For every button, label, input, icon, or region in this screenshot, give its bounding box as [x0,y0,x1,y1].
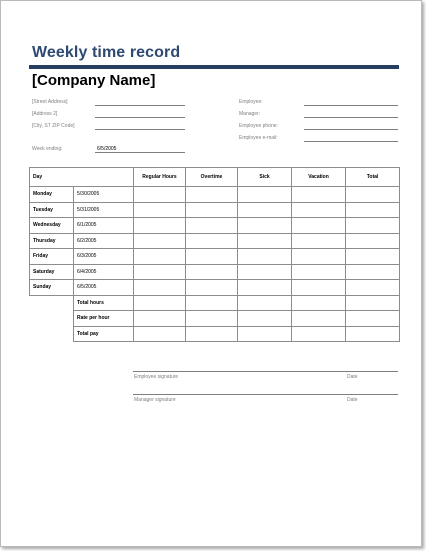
regular-hours-cell[interactable] [134,202,186,218]
day-cell: Sunday [30,280,74,296]
table-row [30,264,400,280]
time-record-table [29,167,400,342]
regular-hours-cell[interactable] [134,326,186,342]
total-pay-label: Total pay [74,326,134,342]
totals-row [30,326,400,342]
manager-signature-date-label: Date [347,397,358,403]
sick-cell[interactable] [238,249,292,265]
sick-cell[interactable] [238,280,292,296]
vacation-cell[interactable] [292,264,346,280]
total-cell[interactable] [346,233,400,249]
total-cell[interactable] [346,280,400,296]
overtime-cell[interactable] [186,249,238,265]
employee-label: Employee: [239,99,263,105]
totals-row [30,295,400,311]
vacation-cell[interactable] [292,187,346,203]
regular-hours-cell[interactable] [134,264,186,280]
vacation-cell[interactable] [292,311,346,327]
regular-hours-cell[interactable] [134,249,186,265]
regular-hours-cell[interactable] [134,311,186,327]
sick-cell[interactable] [238,202,292,218]
city-line[interactable] [95,129,185,130]
total-cell[interactable] [346,249,400,265]
address2-line[interactable] [95,117,185,118]
employee-signature-line[interactable] [133,371,398,372]
vacation-cell[interactable] [292,218,346,234]
employee-signature-label: Employee signature [134,374,179,380]
employee-signature-date-label: Date [347,374,358,380]
vacation-cell[interactable] [292,249,346,265]
overtime-cell[interactable] [186,326,238,342]
week-ending-line[interactable] [95,152,185,153]
day-cell: Monday [30,187,74,203]
day-cell: Saturday [30,264,74,280]
table-row [30,280,400,296]
date-cell: 6/2/2005 [74,233,134,249]
employee-line[interactable] [304,105,398,106]
date-cell: 6/1/2005 [74,218,134,234]
table-row [30,187,400,203]
regular-hours-cell[interactable] [134,187,186,203]
city-label: [City, ST ZIP Code] [32,123,75,129]
sick-cell[interactable] [238,295,292,311]
total-cell[interactable] [346,187,400,203]
table-header-row [30,168,400,187]
regular-hours-cell[interactable] [134,233,186,249]
header-sick: Sick [238,168,292,187]
sick-cell[interactable] [238,311,292,327]
header-vacation: Vacation [292,168,346,187]
manager-label: Manager: [239,111,261,117]
day-cell: Wednesday [30,218,74,234]
employee-phone-label: Employee phone: [239,123,278,129]
employee-email-line[interactable] [304,141,398,142]
table-row [30,249,400,265]
vacation-cell[interactable] [292,280,346,296]
date-cell: 5/30/2005 [74,187,134,203]
sick-cell[interactable] [238,326,292,342]
sick-cell[interactable] [238,187,292,203]
overtime-cell[interactable] [186,233,238,249]
vacation-cell[interactable] [292,233,346,249]
vacation-cell[interactable] [292,326,346,342]
employee-phone-line[interactable] [304,129,398,130]
overtime-cell[interactable] [186,264,238,280]
document-title: Weekly time record [32,44,181,61]
week-ending-value: 6/5/2005 [97,146,117,152]
header-total: Total [346,168,400,187]
vacation-cell[interactable] [292,295,346,311]
manager-line[interactable] [304,117,398,118]
sick-cell[interactable] [238,233,292,249]
date-cell: 5/31/2005 [74,202,134,218]
total-cell[interactable] [346,326,400,342]
table-row [30,233,400,249]
regular-hours-cell[interactable] [134,218,186,234]
week-ending-label: Week ending: [32,146,63,152]
overtime-cell[interactable] [186,187,238,203]
totals-row [30,311,400,327]
overtime-cell[interactable] [186,295,238,311]
total-cell[interactable] [346,295,400,311]
overtime-cell[interactable] [186,280,238,296]
title-rule [29,65,399,69]
header-overtime: Overtime [186,168,238,187]
date-cell: 6/3/2005 [74,249,134,265]
company-name: [Company Name] [32,72,156,89]
overtime-cell[interactable] [186,202,238,218]
total-cell[interactable] [346,264,400,280]
overtime-cell[interactable] [186,218,238,234]
day-cell: Friday [30,249,74,265]
header-regular-hours: Regular Hours [134,168,186,187]
vacation-cell[interactable] [292,202,346,218]
day-cell: Thursday [30,233,74,249]
table-row [30,202,400,218]
date-cell: 6/4/2005 [74,264,134,280]
manager-signature-line[interactable] [133,394,398,395]
regular-hours-cell[interactable] [134,295,186,311]
regular-hours-cell[interactable] [134,280,186,296]
address2-label: [Address 2] [32,111,58,117]
rate-per-hour-label: Rate per hour [74,311,134,327]
total-hours-label: Total hours [74,295,134,311]
sick-cell[interactable] [238,218,292,234]
day-cell: Tuesday [30,202,74,218]
date-cell: 6/5/2005 [74,280,134,296]
employee-email-label: Employee e-mail: [239,135,278,141]
table-row [30,218,400,234]
overtime-cell[interactable] [186,311,238,327]
total-cell[interactable] [346,218,400,234]
total-cell[interactable] [346,311,400,327]
manager-signature-label: Manager signature [134,397,176,403]
sick-cell[interactable] [238,264,292,280]
street-address-label: [Street Address] [32,99,68,105]
header-day: Day [30,168,134,187]
street-address-line[interactable] [95,105,185,106]
total-cell[interactable] [346,202,400,218]
